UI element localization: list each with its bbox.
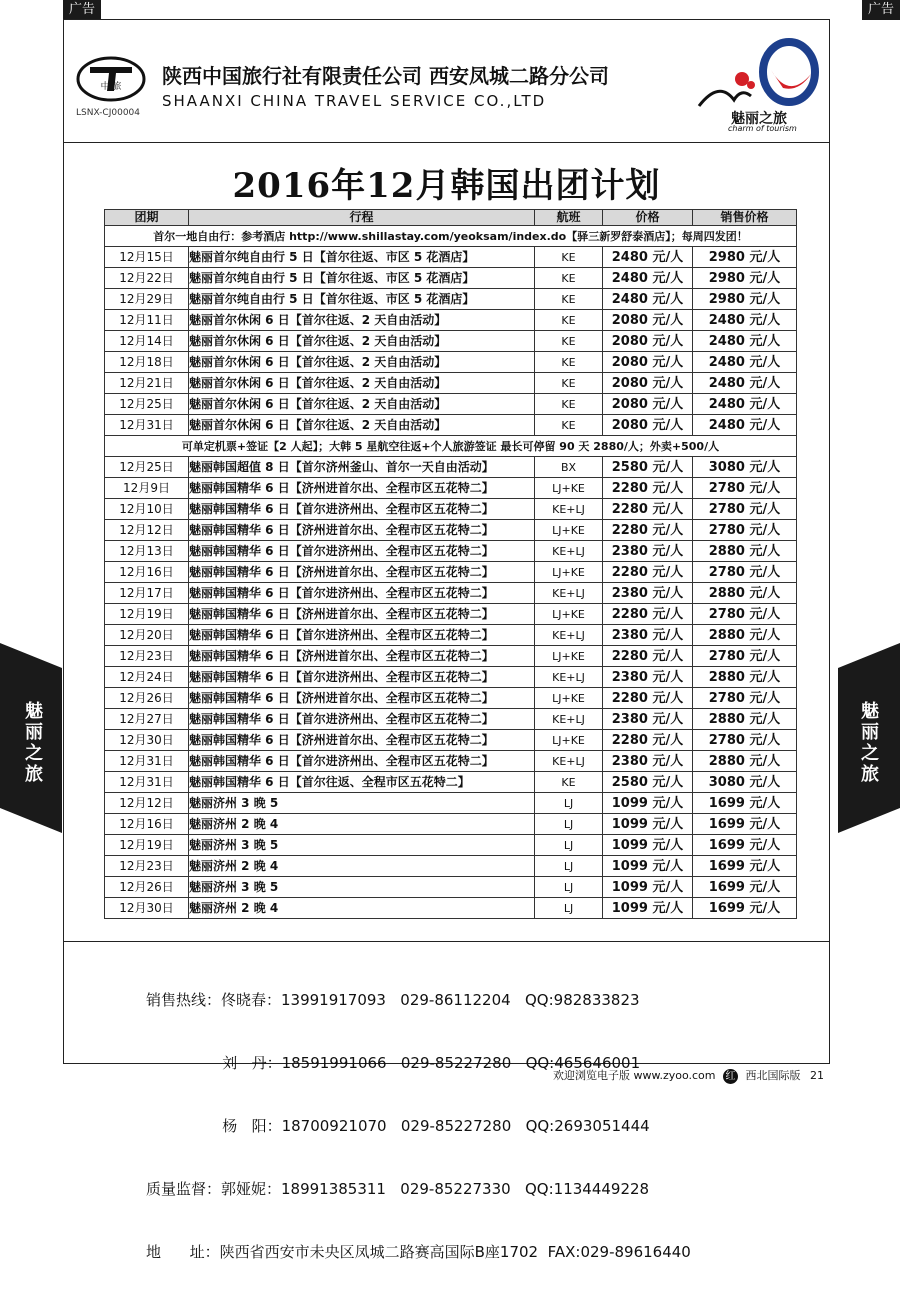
side-char: 之 <box>861 743 879 764</box>
flight-cell: LJ+KE <box>535 520 603 541</box>
flight-cell: LJ+KE <box>535 604 603 625</box>
flight-cell: LJ <box>535 856 603 877</box>
flight-cell: BX <box>535 457 603 478</box>
price-cell: 2080 元/人 <box>603 352 693 373</box>
price-cell: 2580 元/人 <box>603 457 693 478</box>
departure-date-cell: 12月14日 <box>105 331 189 352</box>
price-cell: 2080 元/人 <box>603 415 693 436</box>
sale-price-cell: 1699 元/人 <box>693 877 797 898</box>
sale-price-cell: 2880 元/人 <box>693 709 797 730</box>
departure-date-cell: 12月12日 <box>105 520 189 541</box>
header <box>64 20 829 143</box>
departure-date-cell: 12月23日 <box>105 646 189 667</box>
table-row <box>105 499 797 520</box>
table-row <box>105 604 797 625</box>
side-tab-right <box>838 643 900 833</box>
cts-logo-text: 中 旅 <box>100 82 122 92</box>
sale-price-cell: 2780 元/人 <box>693 688 797 709</box>
brand-name-cn: 魅丽之旅 <box>731 111 787 127</box>
departure-date-cell: 12月30日 <box>105 730 189 751</box>
sale-price-cell: 3080 元/人 <box>693 457 797 478</box>
sale-price-cell: 2480 元/人 <box>693 394 797 415</box>
sale-price-cell: 2880 元/人 <box>693 541 797 562</box>
footer-badge-icon: 红 <box>723 1069 738 1084</box>
price-cell: 2080 元/人 <box>603 310 693 331</box>
cts-logo-icon <box>76 55 146 103</box>
table-row <box>105 415 797 436</box>
flight-cell: KE+LJ <box>535 499 603 520</box>
price-cell: 2380 元/人 <box>603 583 693 604</box>
col-header-flight: 航班 <box>535 210 603 226</box>
table-header-row <box>105 210 797 226</box>
page-title: 2016年12月韩国出团计划 <box>232 166 661 206</box>
table-row <box>105 541 797 562</box>
sale-price-cell: 2880 元/人 <box>693 751 797 772</box>
departure-date-cell: 12月25日 <box>105 457 189 478</box>
table-row <box>105 667 797 688</box>
side-char: 魅 <box>25 701 43 722</box>
flight-cell: KE+LJ <box>535 667 603 688</box>
itinerary-cell: 魅丽韩国精华 6 日【济州进首尔出、全程市区五花特二】 <box>189 730 535 751</box>
flight-cell: LJ <box>535 814 603 835</box>
table-row <box>105 394 797 415</box>
departure-date-cell: 12月25日 <box>105 394 189 415</box>
itinerary-cell: 魅丽济州 2 晚 4 <box>189 814 535 835</box>
table-row <box>105 772 797 793</box>
departure-date-cell: 12月31日 <box>105 772 189 793</box>
itinerary-cell: 魅丽首尔休闲 6 日【首尔往返、2 天自由活动】 <box>189 310 535 331</box>
price-cell: 2580 元/人 <box>603 772 693 793</box>
table-row <box>105 331 797 352</box>
footer-section: 西北国际版 <box>745 1069 801 1082</box>
departure-date-cell: 12月29日 <box>105 289 189 310</box>
flight-cell: KE <box>535 331 603 352</box>
side-char: 丽 <box>25 722 43 743</box>
table-row <box>105 373 797 394</box>
company-name-cn: 陕西中国旅行社有限责任公司 西安凤城二路分公司 <box>162 64 609 88</box>
sale-price-cell: 2980 元/人 <box>693 247 797 268</box>
departure-date-cell: 12月24日 <box>105 667 189 688</box>
price-cell: 1099 元/人 <box>603 856 693 877</box>
side-char: 旅 <box>861 764 879 785</box>
flight-cell: LJ+KE <box>535 478 603 499</box>
sale-price-cell: 1699 元/人 <box>693 835 797 856</box>
itinerary-cell: 魅丽韩国精华 6 日【首尔进济州出、全程市区五花特二】 <box>189 625 535 646</box>
price-cell: 2280 元/人 <box>603 478 693 499</box>
price-cell: 2380 元/人 <box>603 667 693 688</box>
price-cell: 1099 元/人 <box>603 793 693 814</box>
departure-date-cell: 12月11日 <box>105 310 189 331</box>
price-cell: 2380 元/人 <box>603 751 693 772</box>
contact-line: 销售热线：佟晓春：13991917093 029-86112204 QQ:982833823 <box>146 991 640 1009</box>
departure-date-cell: 12月12日 <box>105 793 189 814</box>
departure-date-cell: 12月19日 <box>105 835 189 856</box>
table-row <box>105 898 797 919</box>
price-cell: 2480 元/人 <box>603 289 693 310</box>
flight-cell: KE <box>535 394 603 415</box>
price-cell: 2280 元/人 <box>603 562 693 583</box>
price-cell: 2480 元/人 <box>603 268 693 289</box>
flight-cell: KE <box>535 247 603 268</box>
sale-price-cell: 2980 元/人 <box>693 289 797 310</box>
tour-schedule-table <box>104 209 797 919</box>
itinerary-cell: 魅丽韩国精华 6 日【首尔往返、全程市区五花特二】 <box>189 772 535 793</box>
table-row <box>105 268 797 289</box>
flight-cell: KE+LJ <box>535 709 603 730</box>
table-row <box>105 814 797 835</box>
sale-price-cell: 2880 元/人 <box>693 583 797 604</box>
side-char: 丽 <box>861 722 879 743</box>
col-header-date: 团期 <box>105 210 189 226</box>
table-note-row <box>105 226 797 247</box>
table-row <box>105 709 797 730</box>
itinerary-cell: 魅丽首尔休闲 6 日【首尔往返、2 天自由活动】 <box>189 331 535 352</box>
side-char: 旅 <box>25 764 43 785</box>
price-cell: 1099 元/人 <box>603 835 693 856</box>
itinerary-cell: 魅丽济州 3 晚 5 <box>189 835 535 856</box>
price-cell: 2380 元/人 <box>603 541 693 562</box>
license-number: LSNX-CJ00004 <box>76 108 140 118</box>
sale-price-cell: 2480 元/人 <box>693 373 797 394</box>
itinerary-cell: 魅丽韩国精华 6 日【首尔进济州出、全程市区五花特二】 <box>189 667 535 688</box>
flight-cell: KE <box>535 415 603 436</box>
price-cell: 2080 元/人 <box>603 373 693 394</box>
brand-name-en: charm of tourism <box>728 124 797 133</box>
table-row <box>105 352 797 373</box>
itinerary-cell: 魅丽济州 2 晚 4 <box>189 856 535 877</box>
flight-cell: KE+LJ <box>535 625 603 646</box>
table-row <box>105 646 797 667</box>
table-row <box>105 856 797 877</box>
price-cell: 2380 元/人 <box>603 625 693 646</box>
departure-date-cell: 12月17日 <box>105 583 189 604</box>
flight-cell: KE+LJ <box>535 541 603 562</box>
table-row <box>105 310 797 331</box>
sale-price-cell: 2780 元/人 <box>693 520 797 541</box>
table-row <box>105 835 797 856</box>
flight-cell: LJ+KE <box>535 688 603 709</box>
table-row <box>105 793 797 814</box>
departure-date-cell: 12月18日 <box>105 352 189 373</box>
flight-cell: KE+LJ <box>535 583 603 604</box>
departure-date-cell: 12月26日 <box>105 877 189 898</box>
departure-date-cell: 12月16日 <box>105 814 189 835</box>
price-cell: 1099 元/人 <box>603 877 693 898</box>
flight-cell: LJ <box>535 835 603 856</box>
itinerary-cell: 魅丽济州 2 晚 4 <box>189 898 535 919</box>
itinerary-cell: 魅丽韩国精华 6 日【济州进首尔出、全程市区五花特二】 <box>189 478 535 499</box>
departure-date-cell: 12月15日 <box>105 247 189 268</box>
sale-price-cell: 2880 元/人 <box>693 625 797 646</box>
itinerary-cell: 魅丽韩国精华 6 日【首尔进济州出、全程市区五花特二】 <box>189 751 535 772</box>
side-label-left <box>24 701 44 785</box>
table-row <box>105 457 797 478</box>
sale-price-cell: 2780 元/人 <box>693 646 797 667</box>
flight-cell: KE <box>535 310 603 331</box>
price-cell: 2080 元/人 <box>603 331 693 352</box>
ad-tag-left: 广告 <box>63 0 101 20</box>
flight-cell: KE <box>535 289 603 310</box>
address-line: 地 址：陕西省西安市未央区凤城二路赛高国际B座1702 FAX:029-89616440 <box>146 1243 691 1261</box>
departure-date-cell: 12月16日 <box>105 562 189 583</box>
sale-price-cell: 1699 元/人 <box>693 814 797 835</box>
flight-cell: KE <box>535 772 603 793</box>
side-label-right <box>860 701 880 785</box>
flight-cell: LJ+KE <box>535 730 603 751</box>
itinerary-cell: 魅丽首尔休闲 6 日【首尔往返、2 天自由活动】 <box>189 352 535 373</box>
price-cell: 2280 元/人 <box>603 646 693 667</box>
table-row <box>105 478 797 499</box>
sale-price-cell: 2980 元/人 <box>693 268 797 289</box>
col-header-price: 价格 <box>603 210 693 226</box>
table-row <box>105 247 797 268</box>
company-name-en: SHAANXI CHINA TRAVEL SERVICE CO.,LTD <box>162 92 547 110</box>
departure-date-cell: 12月22日 <box>105 268 189 289</box>
itinerary-cell: 魅丽济州 3 晚 5 <box>189 793 535 814</box>
itinerary-cell: 魅丽韩国精华 6 日【首尔进济州出、全程市区五花特二】 <box>189 709 535 730</box>
contact-line: 刘 丹：18591991066 029-85227280 QQ:465646001 <box>146 1054 641 1072</box>
itinerary-cell: 魅丽首尔纯自由行 5 日【首尔往返、市区 5 花酒店】 <box>189 289 535 310</box>
side-char: 魅 <box>861 701 879 722</box>
price-cell: 2080 元/人 <box>603 394 693 415</box>
itinerary-cell: 魅丽韩国精华 6 日【济州进首尔出、全程市区五花特二】 <box>189 688 535 709</box>
footer-welcome: 欢迎浏览电子版 www.zyoo.com <box>552 1069 716 1082</box>
contact-line: 质量监督：郭娅妮：18991385311 029-85227330 QQ:1134449228 <box>146 1180 650 1198</box>
table-note: 首尔一地自由行：参考酒店 http://www.shillastay.com/yeoksam/index.do【驿三新罗舒泰酒店】；每周四发团！ <box>105 226 797 247</box>
page-footer <box>553 1067 824 1084</box>
itinerary-cell: 魅丽首尔休闲 6 日【首尔往返、2 天自由活动】 <box>189 415 535 436</box>
sale-price-cell: 2480 元/人 <box>693 310 797 331</box>
departure-date-cell: 12月27日 <box>105 709 189 730</box>
price-cell: 2480 元/人 <box>603 247 693 268</box>
price-cell: 1099 元/人 <box>603 898 693 919</box>
table-row <box>105 751 797 772</box>
sale-price-cell: 2780 元/人 <box>693 604 797 625</box>
table-row <box>105 688 797 709</box>
table-note: 可单定机票+签证【2 人起】；大韩 5 星航空往返+个人旅游签证 最长可停留 90 天 2880/人；外卖+500/人 <box>105 436 797 457</box>
sale-price-cell: 2480 元/人 <box>693 415 797 436</box>
itinerary-cell: 魅丽韩国精华 6 日【济州进首尔出、全程市区五花特二】 <box>189 646 535 667</box>
side-tab-left <box>0 643 62 833</box>
sale-price-cell: 2880 元/人 <box>693 667 797 688</box>
flight-cell: LJ <box>535 898 603 919</box>
sale-price-cell: 1699 元/人 <box>693 898 797 919</box>
table-row <box>105 562 797 583</box>
price-cell: 2280 元/人 <box>603 688 693 709</box>
itinerary-cell: 魅丽首尔纯自由行 5 日【首尔往返、市区 5 花酒店】 <box>189 247 535 268</box>
sale-price-cell: 2480 元/人 <box>693 331 797 352</box>
departure-date-cell: 12月20日 <box>105 625 189 646</box>
table-row <box>105 625 797 646</box>
itinerary-cell: 魅丽韩国超值 8 日【首尔济州釜山、首尔一天自由活动】 <box>189 457 535 478</box>
price-cell: 2280 元/人 <box>603 604 693 625</box>
side-char: 之 <box>25 743 43 764</box>
price-cell: 2380 元/人 <box>603 709 693 730</box>
contact-line: 杨 阳：18700921070 029-85227280 QQ:2693051444 <box>146 1117 650 1135</box>
sale-price-cell: 1699 元/人 <box>693 793 797 814</box>
flight-cell: LJ <box>535 793 603 814</box>
departure-date-cell: 12月23日 <box>105 856 189 877</box>
table-row <box>105 583 797 604</box>
sale-price-cell: 3080 元/人 <box>693 772 797 793</box>
sale-price-cell: 1699 元/人 <box>693 856 797 877</box>
flight-cell: KE <box>535 352 603 373</box>
departure-date-cell: 12月21日 <box>105 373 189 394</box>
ad-tag-right: 广告 <box>862 0 900 20</box>
departure-date-cell: 12月9日 <box>105 478 189 499</box>
itinerary-cell: 魅丽济州 3 晚 5 <box>189 877 535 898</box>
departure-date-cell: 12月10日 <box>105 499 189 520</box>
itinerary-cell: 魅丽首尔休闲 6 日【首尔往返、2 天自由活动】 <box>189 394 535 415</box>
footer-divider <box>64 941 829 942</box>
price-cell: 2280 元/人 <box>603 499 693 520</box>
table-row <box>105 730 797 751</box>
contact-block <box>146 948 691 1305</box>
flight-cell: KE+LJ <box>535 751 603 772</box>
itinerary-cell: 魅丽韩国精华 6 日【济州进首尔出、全程市区五花特二】 <box>189 562 535 583</box>
itinerary-cell: 魅丽首尔纯自由行 5 日【首尔往返、市区 5 花酒店】 <box>189 268 535 289</box>
departure-date-cell: 12月30日 <box>105 898 189 919</box>
departure-date-cell: 12月31日 <box>105 751 189 772</box>
itinerary-cell: 魅丽韩国精华 6 日【首尔进济州出、全程市区五花特二】 <box>189 499 535 520</box>
departure-date-cell: 12月26日 <box>105 688 189 709</box>
col-header-route: 行程 <box>189 210 535 226</box>
table-row <box>105 520 797 541</box>
itinerary-cell: 魅丽韩国精华 6 日【首尔进济州出、全程市区五花特二】 <box>189 541 535 562</box>
footer-page-number: 21 <box>810 1069 824 1082</box>
itinerary-cell: 魅丽韩国精华 6 日【济州进首尔出、全程市区五花特二】 <box>189 520 535 541</box>
flight-cell: LJ <box>535 877 603 898</box>
sale-price-cell: 2780 元/人 <box>693 478 797 499</box>
departure-date-cell: 12月31日 <box>105 415 189 436</box>
sale-price-cell: 2480 元/人 <box>693 352 797 373</box>
price-cell: 2280 元/人 <box>603 730 693 751</box>
sale-price-cell: 2780 元/人 <box>693 499 797 520</box>
col-header-sale-price: 销售价格 <box>693 210 797 226</box>
itinerary-cell: 魅丽韩国精华 6 日【首尔进济州出、全程市区五花特二】 <box>189 583 535 604</box>
itinerary-cell: 魅丽首尔休闲 6 日【首尔往返、2 天自由活动】 <box>189 373 535 394</box>
departure-date-cell: 12月13日 <box>105 541 189 562</box>
departure-date-cell: 12月19日 <box>105 604 189 625</box>
sale-price-cell: 2780 元/人 <box>693 562 797 583</box>
flight-cell: KE <box>535 373 603 394</box>
itinerary-cell: 魅丽韩国精华 6 日【济州进首尔出、全程市区五花特二】 <box>189 604 535 625</box>
price-cell: 1099 元/人 <box>603 814 693 835</box>
table-note-row <box>105 436 797 457</box>
flight-cell: KE <box>535 268 603 289</box>
sale-price-cell: 2780 元/人 <box>693 730 797 751</box>
flight-cell: LJ+KE <box>535 646 603 667</box>
price-cell: 2280 元/人 <box>603 520 693 541</box>
table-row <box>105 289 797 310</box>
table-row <box>105 877 797 898</box>
flight-cell: LJ+KE <box>535 562 603 583</box>
